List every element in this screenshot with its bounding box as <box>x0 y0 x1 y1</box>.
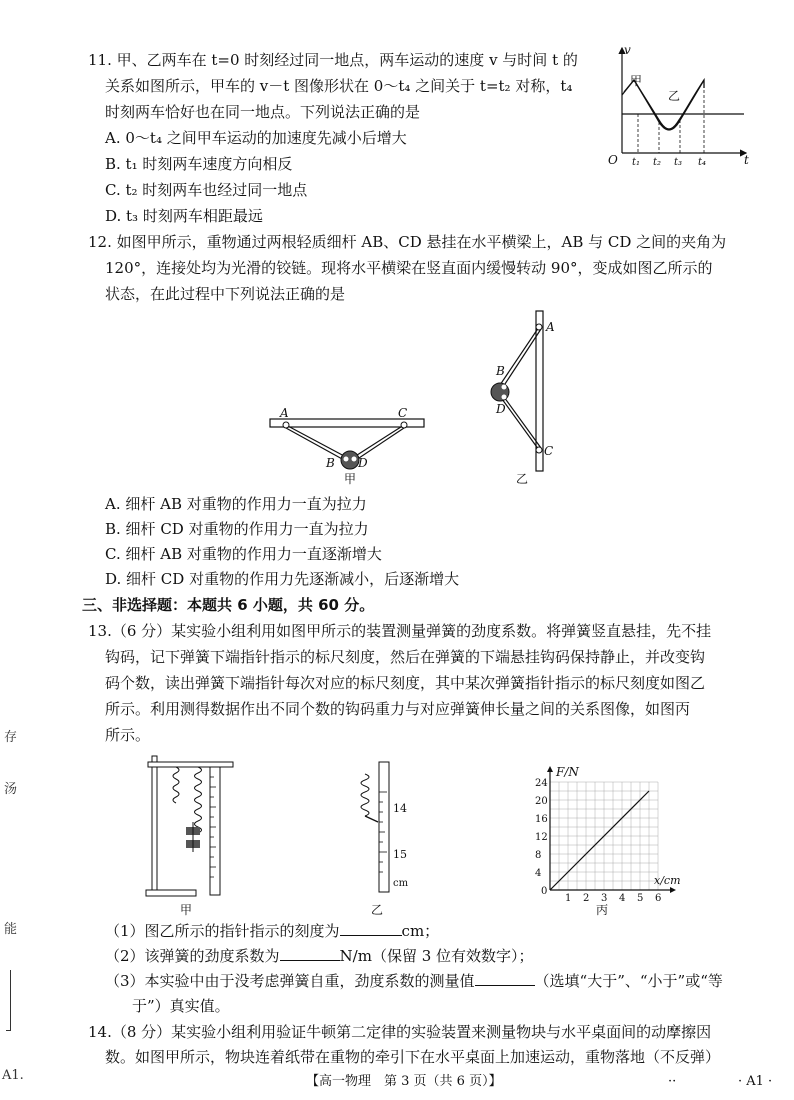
answer-blank-3[interactable] <box>475 971 535 986</box>
q14-line-1: 14.（8 分）某实验小组利用验证牛顿第二定律的实验装置来测量物块与水平桌面间的动摩擦因 <box>88 1023 712 1041</box>
q11-line-1: 11. 甲、乙两车在 t=0 时刻经过同一地点，两车运动的速度 v 与时间 t 的 <box>88 51 578 69</box>
label-a-yi: A <box>546 320 555 334</box>
caption-bing: 丙 <box>596 903 609 917</box>
label-b-jia: B <box>326 456 335 470</box>
q13-sub-2-unit: N/m（保留 3 位有效数字）； <box>339 947 534 965</box>
q13-sub-1-text: （1）图乙所示的指针指示的刻度为 <box>105 922 340 940</box>
label-b-yi: B <box>496 364 505 378</box>
x-tick-label: 1 <box>565 893 572 904</box>
caption-jia-13: 甲 <box>180 903 193 917</box>
q12-option-c: C. 细杆 AB 对重物的作用力一直逐渐增大 <box>105 545 382 563</box>
q12-figure-jia <box>268 405 428 485</box>
answer-blank-1[interactable] <box>340 921 402 936</box>
x-tick-label: 0 <box>541 886 548 897</box>
q11-option-d: D. t₃ 时刻两车相距最远 <box>105 207 263 225</box>
weight-yi <box>491 383 509 401</box>
margin-text-2: 汤 <box>4 782 18 797</box>
label-c-jia: C <box>398 406 408 420</box>
y-tick-label: 12 <box>535 832 548 843</box>
margin-text-1: 存 <box>4 730 18 745</box>
x-axis-label: x/cm <box>654 874 681 887</box>
answer-blank-2[interactable] <box>280 946 340 961</box>
q11-option-a: A. 0～t₄ 之间甲车运动的加速度先减小后增大 <box>105 129 407 147</box>
margin-bracket <box>6 970 11 1031</box>
q12-figure-yi <box>486 305 556 485</box>
label-c-yi: C <box>544 444 554 458</box>
footer-dots: ·· <box>668 1074 677 1089</box>
y-tick-label: 8 <box>535 850 542 861</box>
caption-yi-13: 乙 <box>371 903 384 917</box>
q12-line-2: 120°，连接处均为光滑的铰链。现将水平横梁在竖直面内缓慢转动 90°，变成如图乙所示的 <box>105 259 713 277</box>
q13-chart-bing <box>530 752 690 917</box>
label-d-yi: D <box>496 402 506 416</box>
q12-option-a: A. 细杆 AB 对重物的作用力一直为拉力 <box>105 495 367 513</box>
q13-line-5: 所示。 <box>105 726 151 744</box>
series-line <box>550 791 649 890</box>
x-tick-label: 3 <box>601 893 608 904</box>
page-footer: 【高一物理 第 3 页（共 6 页）】 <box>306 1074 502 1089</box>
q12-option-d: D. 细杆 CD 对重物的作用力先逐渐减小，后逐渐增大 <box>105 570 460 588</box>
ruler-14: 14 <box>393 802 407 815</box>
q13-sub-3-cont: 于”）真实值。 <box>132 997 230 1015</box>
jia-label: 甲 <box>630 74 643 88</box>
margin-text-3: 能 <box>4 922 18 937</box>
v-axis-label: v <box>624 43 631 57</box>
q13-sub-2-text: （2）该弹簧的劲度系数为 <box>105 947 280 965</box>
y-tick-label: 16 <box>535 814 548 825</box>
caption-jia: 甲 <box>344 472 357 486</box>
x-axis-arrow <box>670 887 676 893</box>
q13-line-1: 13.（6 分）某实验小组利用如图甲所示的装置测量弹簧的劲度系数。将弹簧竖直悬挂，先不挂 <box>88 622 712 640</box>
yi-label: 乙 <box>668 89 681 103</box>
t3-label: t₃ <box>674 157 683 168</box>
q11-option-b: B. t₁ 时刻两车速度方向相反 <box>105 155 293 173</box>
x-tick-label: 6 <box>655 893 662 904</box>
q13-line-3: 码个数，读出弹簧下端指针每次对应的标尺刻度，其中某次弹簧指针指示的标尺刻度如图乙 <box>105 674 706 692</box>
margin-text-4: A1. <box>2 1068 24 1083</box>
q11-line-3: 时刻两车恰好也在同一地点。下列说法正确的是 <box>105 103 421 121</box>
label-d-jia: D <box>358 456 368 470</box>
q14-line-2: 数。如图甲所示，物块连着纸带在重物的牵引下在水平桌面上加速运动，重物落地（不反弹） <box>105 1048 721 1066</box>
q12-line-3: 状态，在此过程中下列说法正确的是 <box>105 285 346 303</box>
ruler-unit: cm <box>393 878 409 889</box>
q13-line-4: 所示。利用测得数据作出不同个数的钩码重力与对应弹簧伸长量之间的关系图像，如图丙 <box>105 700 691 718</box>
x-tick-label: 2 <box>583 893 590 904</box>
t1-label: t₁ <box>632 157 641 168</box>
q12-line-1: 12. 如图甲所示，重物通过两根轻质细杆 AB、CD 悬挂在水平横梁上，AB 与 CD 之间的夹角为 <box>88 233 727 251</box>
weight-jia <box>341 451 359 469</box>
q13-figure-jia <box>138 752 238 917</box>
footer-code: · A1 · <box>738 1074 773 1089</box>
y-tick-label: 4 <box>535 868 542 879</box>
y-axis-label: F/N <box>556 765 579 779</box>
t2-label: t₂ <box>653 157 662 168</box>
q13-figure-yi <box>345 752 415 917</box>
x-tick-label: 4 <box>619 893 626 904</box>
q13-line-2: 钩码，记下弹簧下端指针指示的标尺刻度，然后在弹簧的下端悬挂钩码保持静止，并改变钩 <box>105 648 706 666</box>
t-axis-label: t <box>744 153 749 167</box>
q11-vt-graph <box>604 40 754 170</box>
q13-sub-3-tail: （选填“大于”、“小于”或“等 <box>534 972 723 990</box>
y-axis-arrow <box>547 766 553 772</box>
q12-option-b: B. 细杆 CD 对重物的作用力一直为拉力 <box>105 520 369 538</box>
x-tick-label: 5 <box>637 893 644 904</box>
q11-line-2: 关系如图所示，甲车的 v－t 图像形状在 0～t₄ 之间关于 t=t₂ 对称，t₄ <box>105 77 573 95</box>
q13-sub-1-unit: cm； <box>401 922 440 940</box>
caption-yi: 乙 <box>516 472 529 486</box>
q13-sub-3-text: （3）本实验中由于没考虑弹簧自重，劲度系数的测量值 <box>105 972 475 990</box>
t4-label: t₄ <box>698 157 707 168</box>
origin-label: O <box>608 153 618 167</box>
y-tick-label: 20 <box>535 796 548 807</box>
ruler-15: 15 <box>393 848 407 861</box>
q13-sub-3 <box>105 971 723 991</box>
q13-sub-2 <box>105 946 534 966</box>
q13-sub-1 <box>105 921 439 941</box>
q11-option-c: C. t₂ 时刻两车也经过同一地点 <box>105 181 308 199</box>
label-a-jia: A <box>280 406 289 420</box>
section-3-heading: 三、非选择题：本题共 6 小题，共 60 分。 <box>82 596 375 614</box>
y-tick-label: 24 <box>535 778 548 789</box>
